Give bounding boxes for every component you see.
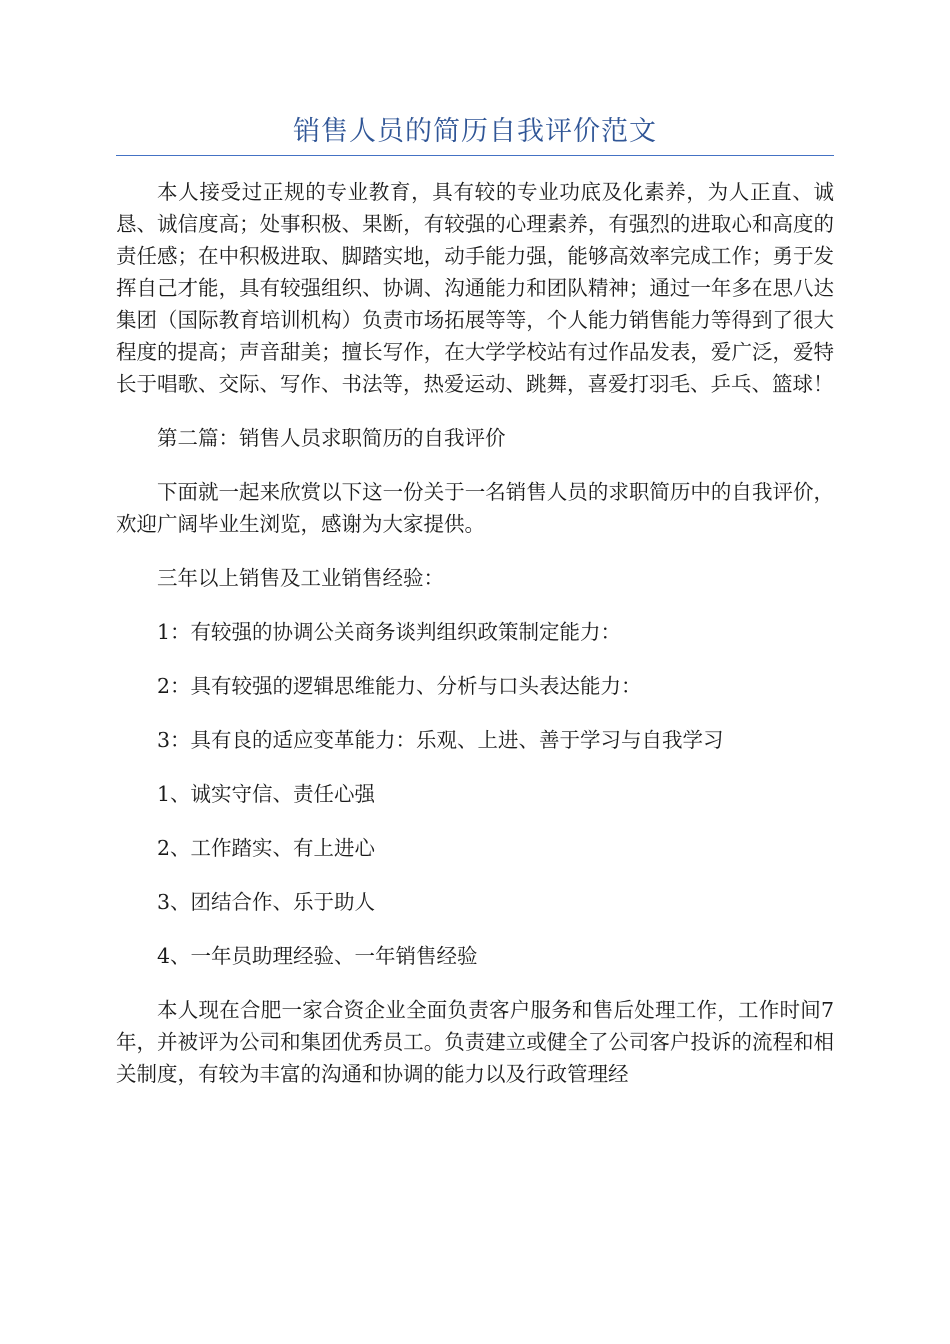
paragraph-experience-heading: 三年以上销售及工业销售经验： [157, 566, 444, 590]
document-body [116, 176, 834, 1090]
list-item: 3、团结合作、乐于助人 [157, 890, 376, 914]
paragraph-work-history: 本人现在合肥一家合资企业全面负责客户服务和售后处理工作，工作时间7年，并被评为公司和集团优秀员工。负责建立或健全了公司客户投诉的流程和相关制度，有较为丰富的沟通和协调的能力以及行政管理经 [116, 998, 834, 1086]
list-item: 3：具有良的适应变革能力：乐观、上进、善于学习与自我学习 [157, 728, 724, 752]
paragraph-self-intro: 本人接受过正规的专业教育，具有较的专业功底及化素养，为人正直、诚恳、诚信度高；处事积极、果断，有较强的心理素养，有强烈的进取心和高度的责任感；在中积极进取、脚踏实地，动手能力强，能够高效率完成工作；勇于发挥自己才能，具有较强组织、协调、沟通能力和团队精神；通过一年多在思八达集团（国际教育培训机构）负责市场拓展等等，个人能力销售能力等得到了很大程度的提高；声音甜美；擅长写作，在大学学校站有过作品发表，爱广泛，爱特长于唱歌、交际、写作、书法等，热爱运动、跳舞，喜爱打羽毛、乒乓、篮球！ [116, 180, 834, 396]
paragraph-intro: 下面就一起来欣赏以下这一份关于一名销售人员的求职简历中的自我评价，欢迎广阔毕业生浏览，感谢为大家提供。 [116, 480, 834, 536]
paragraph-section-heading: 第二篇：销售人员求职简历的自我评价 [157, 426, 506, 450]
list-item: 2、工作踏实、有上进心 [157, 836, 376, 860]
list-item: 1：有较强的协调公关商务谈判组织政策制定能力： [157, 620, 622, 644]
list-item: 1、诚实守信、责任心强 [157, 782, 376, 806]
document-title: 销售人员的简历自我评价范文 [293, 116, 657, 147]
list-item: 4、一年员助理经验、一年销售经验 [157, 944, 478, 968]
title-underline [116, 155, 834, 156]
list-item: 2：具有较强的逻辑思维能力、分析与口头表达能力： [157, 674, 642, 698]
